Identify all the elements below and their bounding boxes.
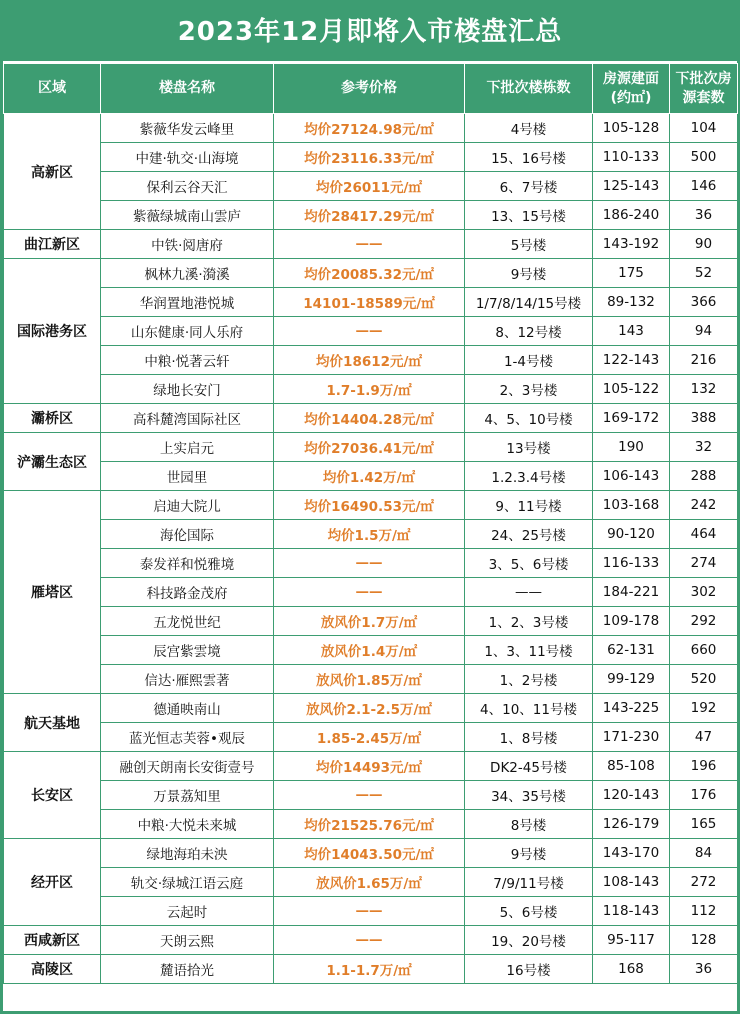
area-cell: 105-122	[593, 375, 670, 404]
table-row	[4, 926, 738, 955]
price-cell: 均价1.5万/㎡	[274, 520, 465, 549]
buildings-cell: 1、2、3号楼	[465, 607, 593, 636]
project-name-cell: 科技路金茂府	[101, 578, 274, 607]
project-name-cell: 紫薇华发云峰里	[101, 114, 274, 143]
area-cell: 126-179	[593, 810, 670, 839]
price-cell: 放风价1.65万/㎡	[274, 868, 465, 897]
project-name-cell: 高科麓湾国际社区	[101, 404, 274, 433]
buildings-cell: 1、2号楼	[465, 665, 593, 694]
price-cell: 均价14404.28元/㎡	[274, 404, 465, 433]
project-name-cell: 枫林九溪·漪溪	[101, 259, 274, 288]
area-cell: 109-178	[593, 607, 670, 636]
project-name-cell: 绿地长安门	[101, 375, 274, 404]
table-row	[4, 781, 738, 810]
header-name: 楼盘名称	[101, 64, 274, 114]
area-cell: 125-143	[593, 172, 670, 201]
buildings-cell: 16号楼	[465, 955, 593, 984]
project-name-cell: 天朗云熙	[101, 926, 274, 955]
units-cell: 464	[670, 520, 738, 549]
table-row	[4, 404, 738, 433]
buildings-cell: 1/7/8/14/15号楼	[465, 288, 593, 317]
price-cell: 均价26011元/㎡	[274, 172, 465, 201]
area-cell: 108-143	[593, 868, 670, 897]
header-region: 区域	[4, 64, 101, 114]
header-area-line2: (约㎡)	[610, 89, 652, 106]
price-cell: 均价27036.41元/㎡	[274, 433, 465, 462]
price-cell: 14101-18589元/㎡	[274, 288, 465, 317]
table-row	[4, 723, 738, 752]
units-cell: 288	[670, 462, 738, 491]
area-cell: 105-128	[593, 114, 670, 143]
units-cell: 500	[670, 143, 738, 172]
units-cell: 104	[670, 114, 738, 143]
project-name-cell: 麓语拾光	[101, 955, 274, 984]
units-cell: 660	[670, 636, 738, 665]
table-row	[4, 665, 738, 694]
project-name-cell: 云起时	[101, 897, 274, 926]
area-cell: 186-240	[593, 201, 670, 230]
project-name-cell: 蓝光恒志芙蓉•观辰	[101, 723, 274, 752]
project-name-cell: 中建·轨交·山海境	[101, 143, 274, 172]
units-cell: 47	[670, 723, 738, 752]
units-cell: 366	[670, 288, 738, 317]
buildings-cell: 13号楼	[465, 433, 593, 462]
table-row	[4, 694, 738, 723]
price-cell: 1.85-2.45万/㎡	[274, 723, 465, 752]
price-cell: 均价21525.76元/㎡	[274, 810, 465, 839]
price-cell: ——	[274, 781, 465, 810]
buildings-cell: 2、3号楼	[465, 375, 593, 404]
header-row	[4, 64, 738, 114]
table-row	[4, 810, 738, 839]
project-name-cell: 保利云谷天汇	[101, 172, 274, 201]
table-row	[4, 868, 738, 897]
project-name-cell: 启迪大院儿	[101, 491, 274, 520]
header-units-line1: 下批次房	[675, 70, 732, 87]
units-cell: 52	[670, 259, 738, 288]
units-cell: 146	[670, 172, 738, 201]
price-cell: 均价14043.50元/㎡	[274, 839, 465, 868]
price-cell: ——	[274, 230, 465, 259]
table-row	[4, 172, 738, 201]
area-cell: 90-120	[593, 520, 670, 549]
units-cell: 132	[670, 375, 738, 404]
units-cell: 176	[670, 781, 738, 810]
units-cell: 112	[670, 897, 738, 926]
header-buildings: 下批次楼栋数	[465, 64, 593, 114]
units-cell: 272	[670, 868, 738, 897]
listing-table	[3, 63, 738, 984]
area-cell: 168	[593, 955, 670, 984]
price-cell: 放风价1.4万/㎡	[274, 636, 465, 665]
area-cell: 95-117	[593, 926, 670, 955]
table-row	[4, 462, 738, 491]
price-cell: ——	[274, 926, 465, 955]
area-cell: 171-230	[593, 723, 670, 752]
header-units-line2: 源套数	[682, 89, 725, 106]
table-row	[4, 636, 738, 665]
area-cell: 116-133	[593, 549, 670, 578]
area-cell: 122-143	[593, 346, 670, 375]
price-cell: 均价16490.53元/㎡	[274, 491, 465, 520]
project-name-cell: 轨交·绿城江语云庭	[101, 868, 274, 897]
area-cell: 89-132	[593, 288, 670, 317]
region-cell: 国际港务区	[4, 259, 101, 404]
buildings-cell: 6、7号楼	[465, 172, 593, 201]
project-name-cell: 五龙悦世纪	[101, 607, 274, 636]
area-cell: 62-131	[593, 636, 670, 665]
buildings-cell: 1、8号楼	[465, 723, 593, 752]
price-cell: ——	[274, 549, 465, 578]
price-cell: 1.7-1.9万/㎡	[274, 375, 465, 404]
table-row	[4, 897, 738, 926]
price-cell: 均价20085.32元/㎡	[274, 259, 465, 288]
buildings-cell: 4号楼	[465, 114, 593, 143]
buildings-cell: DK2-45号楼	[465, 752, 593, 781]
project-name-cell: 辰宫紫雲境	[101, 636, 274, 665]
area-cell: 175	[593, 259, 670, 288]
area-cell: 118-143	[593, 897, 670, 926]
area-cell: 106-143	[593, 462, 670, 491]
price-cell: ——	[274, 317, 465, 346]
table-row	[4, 839, 738, 868]
buildings-cell: 1、3、11号楼	[465, 636, 593, 665]
table-row	[4, 955, 738, 984]
buildings-cell: 15、16号楼	[465, 143, 593, 172]
area-cell: 103-168	[593, 491, 670, 520]
region-cell: 西咸新区	[4, 926, 101, 955]
units-cell: 302	[670, 578, 738, 607]
table-row	[4, 607, 738, 636]
area-cell: 143-192	[593, 230, 670, 259]
units-cell: 36	[670, 955, 738, 984]
table-row	[4, 752, 738, 781]
area-cell: 190	[593, 433, 670, 462]
buildings-cell: 9号楼	[465, 839, 593, 868]
project-name-cell: 上实启元	[101, 433, 274, 462]
price-cell: 均价1.42万/㎡	[274, 462, 465, 491]
page-title: 2023年12月即将入市楼盘汇总	[3, 3, 737, 63]
buildings-cell: 1-4号楼	[465, 346, 593, 375]
units-cell: 216	[670, 346, 738, 375]
header-area-line1: 房源建面	[603, 70, 659, 87]
project-name-cell: 中铁·阅唐府	[101, 230, 274, 259]
table-row	[4, 549, 738, 578]
units-cell: 94	[670, 317, 738, 346]
table-row	[4, 578, 738, 607]
region-cell: 浐灞生态区	[4, 433, 101, 491]
price-cell: 均价18612元/㎡	[274, 346, 465, 375]
table-row	[4, 114, 738, 143]
buildings-cell: 3、5、6号楼	[465, 549, 593, 578]
units-cell: 128	[670, 926, 738, 955]
price-cell: 均价23116.33元/㎡	[274, 143, 465, 172]
units-cell: 388	[670, 404, 738, 433]
table-row	[4, 346, 738, 375]
price-cell: 均价27124.98元/㎡	[274, 114, 465, 143]
project-name-cell: 绿地海珀未泱	[101, 839, 274, 868]
table-row	[4, 201, 738, 230]
units-cell: 32	[670, 433, 738, 462]
units-cell: 196	[670, 752, 738, 781]
units-cell: 292	[670, 607, 738, 636]
units-cell: 242	[670, 491, 738, 520]
project-name-cell: 世园里	[101, 462, 274, 491]
project-name-cell: 紫薇绿城南山雲庐	[101, 201, 274, 230]
area-cell: 120-143	[593, 781, 670, 810]
price-cell: 均价14493元/㎡	[274, 752, 465, 781]
project-name-cell: 德通映南山	[101, 694, 274, 723]
buildings-cell: 13、15号楼	[465, 201, 593, 230]
units-cell: 36	[670, 201, 738, 230]
price-cell: 放风价1.7万/㎡	[274, 607, 465, 636]
area-cell: 184-221	[593, 578, 670, 607]
region-cell: 航天基地	[4, 694, 101, 752]
units-cell: 274	[670, 549, 738, 578]
project-name-cell: 万景荔知里	[101, 781, 274, 810]
table-row	[4, 520, 738, 549]
buildings-cell: 7/9/11号楼	[465, 868, 593, 897]
price-cell: 放风价1.85万/㎡	[274, 665, 465, 694]
project-name-cell: 融创天朗南长安街壹号	[101, 752, 274, 781]
area-cell: 143	[593, 317, 670, 346]
region-cell: 灞桥区	[4, 404, 101, 433]
region-cell: 经开区	[4, 839, 101, 926]
units-cell: 84	[670, 839, 738, 868]
buildings-cell: 8、12号楼	[465, 317, 593, 346]
area-cell: 143-170	[593, 839, 670, 868]
price-cell: ——	[274, 578, 465, 607]
price-cell: 1.1-1.7万/㎡	[274, 955, 465, 984]
header-units	[670, 64, 738, 114]
units-cell: 165	[670, 810, 738, 839]
project-name-cell: 信达·雁熙雲著	[101, 665, 274, 694]
buildings-cell: 24、25号楼	[465, 520, 593, 549]
table-row	[4, 288, 738, 317]
region-cell: 曲江新区	[4, 230, 101, 259]
project-name-cell: 华润置地港悦城	[101, 288, 274, 317]
area-cell: 110-133	[593, 143, 670, 172]
price-cell: 均价28417.29元/㎡	[274, 201, 465, 230]
area-cell: 99-129	[593, 665, 670, 694]
price-cell: 放风价2.1-2.5万/㎡	[274, 694, 465, 723]
buildings-cell: 4、10、11号楼	[465, 694, 593, 723]
project-name-cell: 中粮·大悦未来城	[101, 810, 274, 839]
price-cell: ——	[274, 897, 465, 926]
units-cell: 192	[670, 694, 738, 723]
table-row	[4, 143, 738, 172]
project-name-cell: 山东健康·同人乐府	[101, 317, 274, 346]
buildings-cell: 19、20号楼	[465, 926, 593, 955]
units-cell: 90	[670, 230, 738, 259]
buildings-cell: 9号楼	[465, 259, 593, 288]
header-area	[593, 64, 670, 114]
buildings-cell: 5、6号楼	[465, 897, 593, 926]
project-name-cell: 泰发祥和悦雅境	[101, 549, 274, 578]
header-price: 参考价格	[274, 64, 465, 114]
region-cell: 高陵区	[4, 955, 101, 984]
buildings-cell: 1.2.3.4号楼	[465, 462, 593, 491]
region-cell: 长安区	[4, 752, 101, 839]
project-name-cell: 中粮·悦著云轩	[101, 346, 274, 375]
buildings-cell: 4、5、10号楼	[465, 404, 593, 433]
buildings-cell: 9、11号楼	[465, 491, 593, 520]
area-cell: 169-172	[593, 404, 670, 433]
region-cell: 雁塔区	[4, 491, 101, 694]
area-cell: 143-225	[593, 694, 670, 723]
buildings-cell: 34、35号楼	[465, 781, 593, 810]
table-row	[4, 491, 738, 520]
table-row	[4, 433, 738, 462]
table-row	[4, 230, 738, 259]
table-body	[4, 114, 738, 984]
area-cell: 85-108	[593, 752, 670, 781]
buildings-cell: ——	[465, 578, 593, 607]
table-row	[4, 317, 738, 346]
project-name-cell: 海伦国际	[101, 520, 274, 549]
buildings-cell: 8号楼	[465, 810, 593, 839]
table-row	[4, 375, 738, 404]
buildings-cell: 5号楼	[465, 230, 593, 259]
region-cell: 高新区	[4, 114, 101, 230]
table-row	[4, 259, 738, 288]
units-cell: 520	[670, 665, 738, 694]
